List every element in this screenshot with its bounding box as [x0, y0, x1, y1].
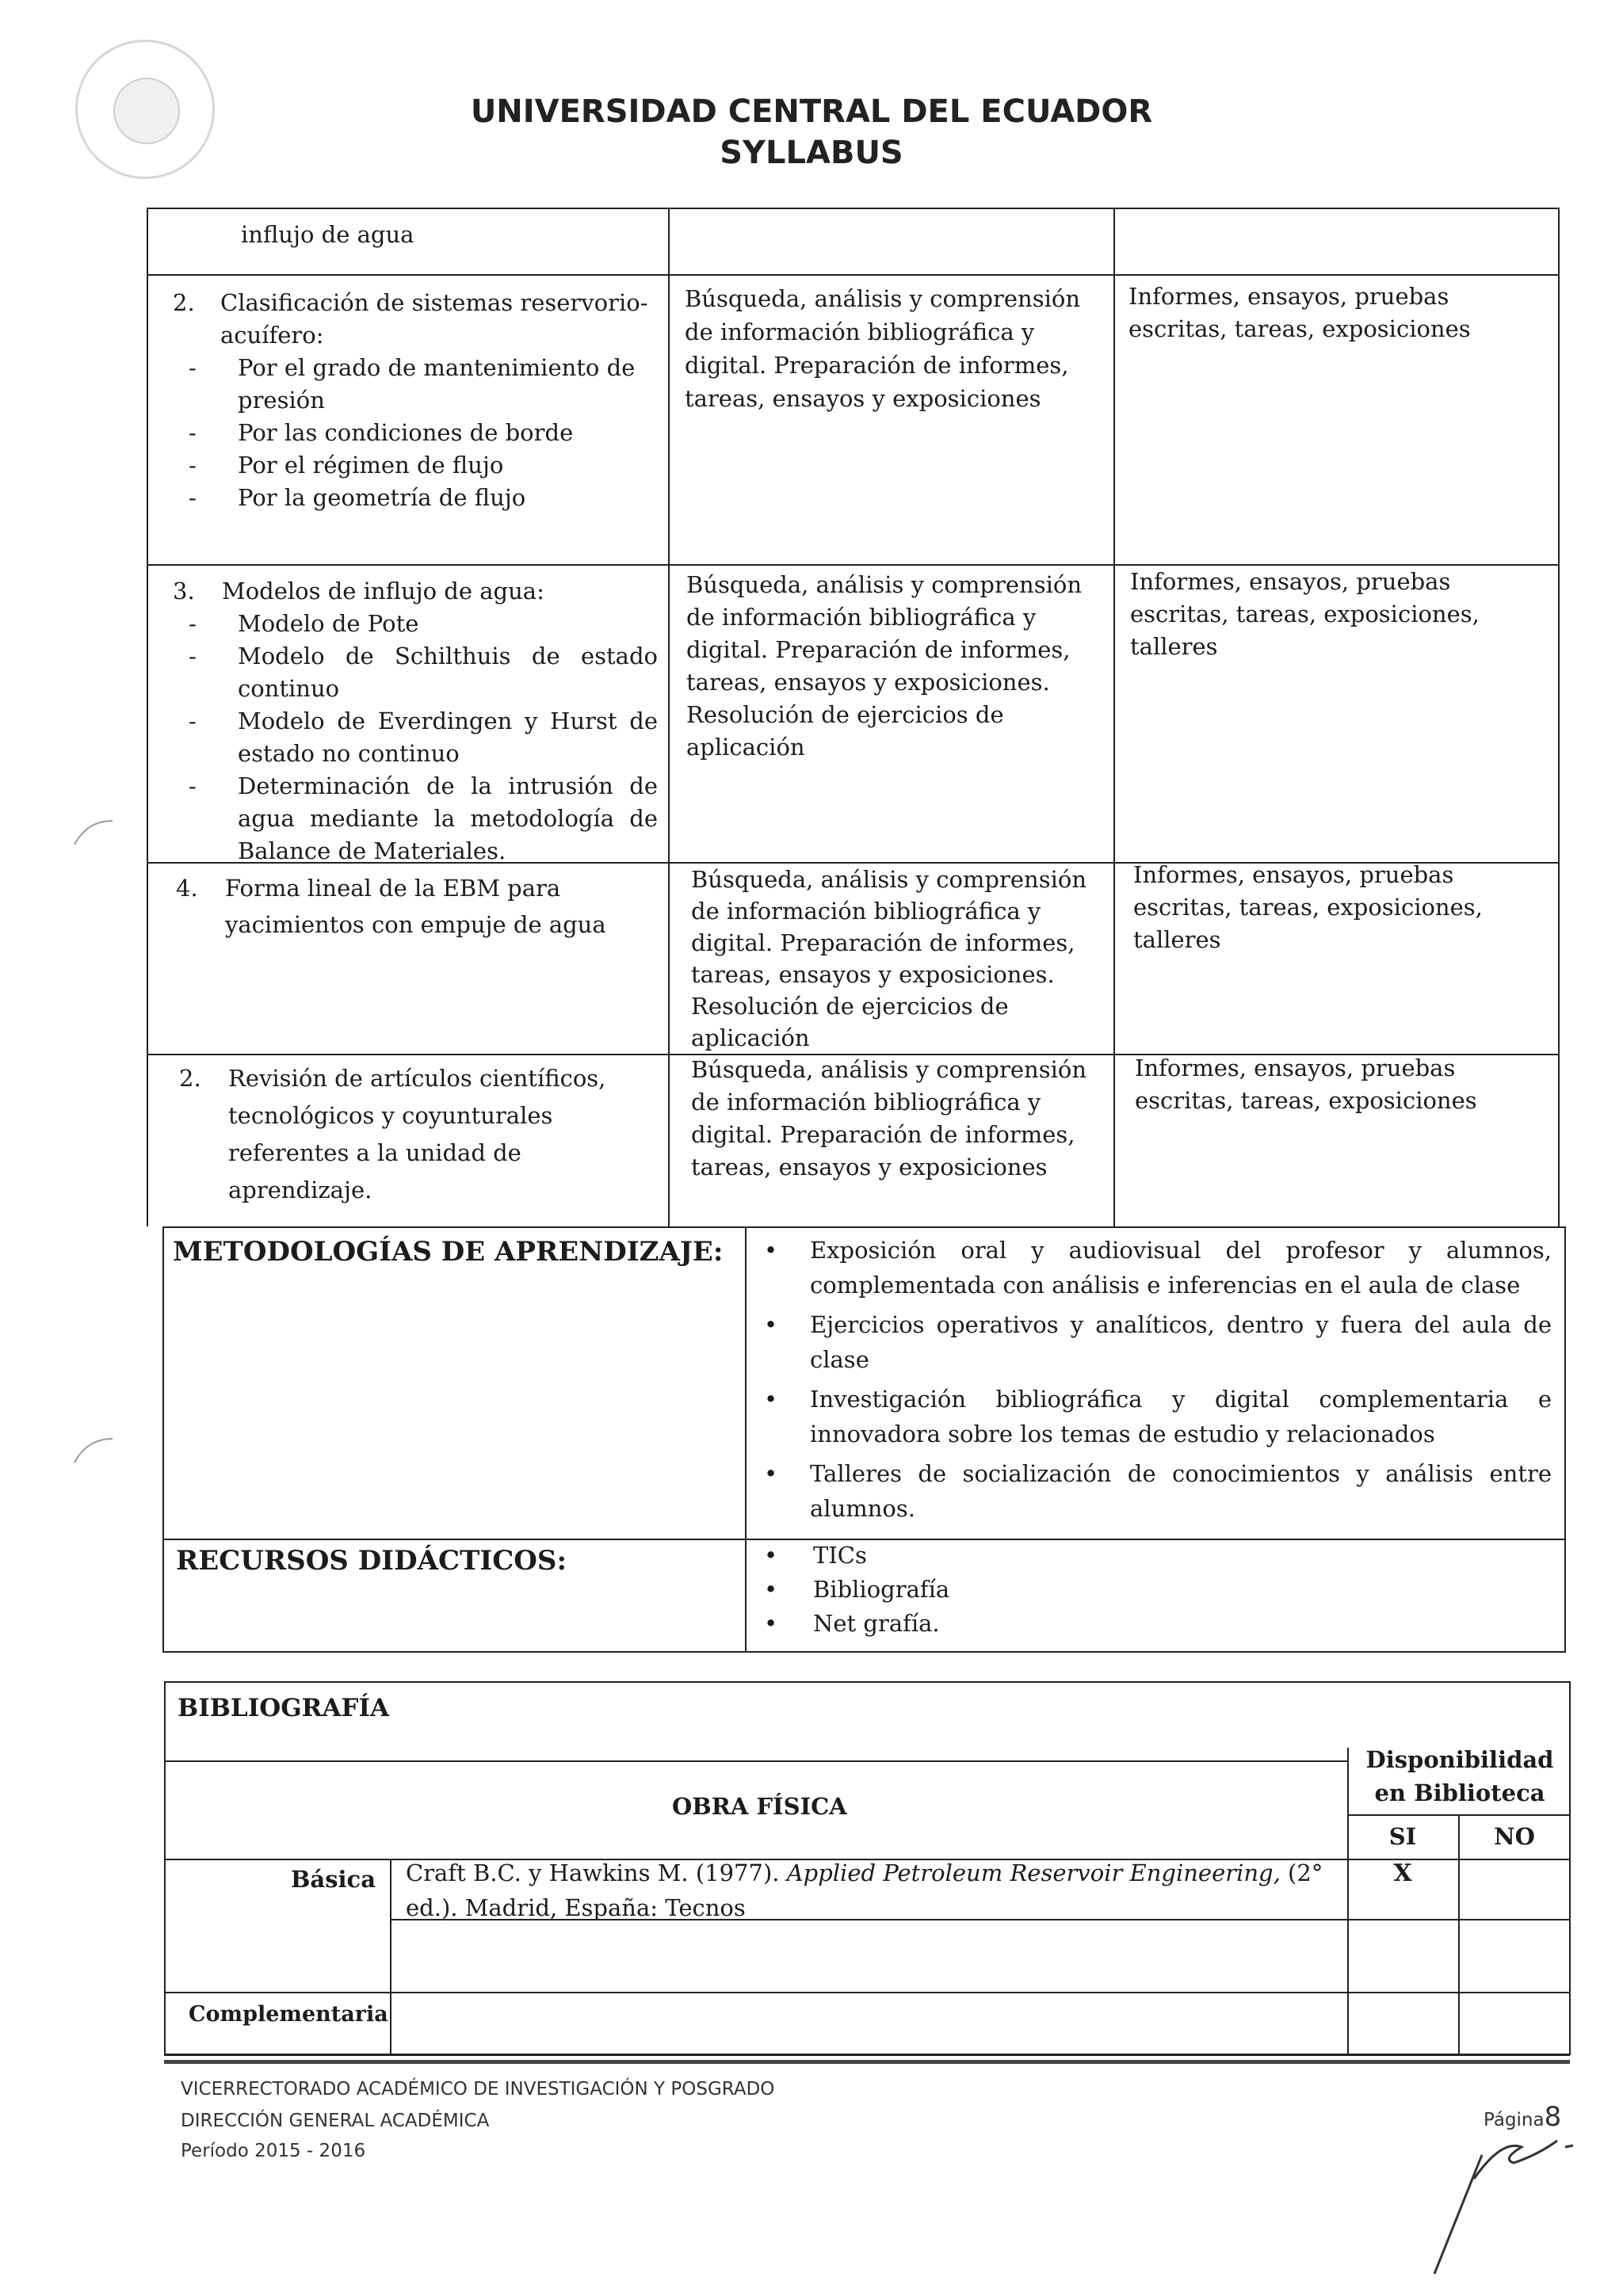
content-cell-row5	[179, 1060, 655, 1209]
bibliography-title: BIBLIOGRAFÍA	[178, 1694, 390, 1722]
topic-title-line: Revisión de artículos científicos,	[228, 1065, 606, 1092]
content-cell-row1	[241, 219, 414, 251]
item-number: 3.	[173, 578, 195, 605]
evaluation-cell-row3: Informes, ensayos, pruebas escritas, tareas, exposiciones, talleres	[1130, 568, 1480, 660]
evaluation-cell-row4: Informes, ensayos, pruebas escritas, tareas, exposiciones, talleres	[1133, 861, 1483, 953]
item-number: 2.	[173, 289, 195, 316]
content-cell-row3	[173, 575, 658, 868]
margin-mark-icon	[63, 1434, 119, 1466]
content-cell-row2	[173, 287, 648, 514]
bibliography-entry: Craft B.C. y Hawkins M. (1977). Applied Petroleum Reservoir Engineering, (2° ed.). Madrid, España: Tecnos	[406, 1859, 1323, 1921]
page-number: 8	[1544, 2101, 1562, 2133]
physical-work-header: OBRA FÍSICA	[672, 1793, 847, 1820]
topic-title-line: referentes a la unidad de	[228, 1139, 521, 1166]
footer-direccion: DIRECCIÓN GENERAL ACADÉMICA	[181, 2111, 490, 2131]
item-number: 2.	[179, 1065, 201, 1092]
subtopic-item: - Determinación de la intrusión de agua mediante la metodología de Balance de Materiales.	[189, 772, 658, 864]
item-number: 4.	[176, 875, 198, 902]
margin-mark-icon	[63, 816, 119, 848]
no-header: NO	[1494, 1823, 1535, 1850]
methodologies-label: METODOLOGÍAS DE APRENDIZAJE:	[173, 1236, 724, 1268]
activities-cell-row3: Búsqueda, análisis y comprensión de información bibliográfica y digital. Preparación de informes, tareas, ensayos y exposiciones. Resolución de ejercicios de aplicación	[686, 571, 1082, 761]
footer-vicerrectorado: VICERRECTORADO ACADÉMICO DE INVESTIGACIÓN Y POSGRADO	[181, 2079, 775, 2100]
availability-header: Disponibilidad en Biblioteca	[1365, 1746, 1554, 1806]
subtopic-item: - Por la geometría de flujo	[189, 484, 526, 511]
content-line: influjo de agua	[241, 221, 414, 248]
topic-title-line: Forma lineal de la EBM para	[225, 875, 561, 902]
resource-item: • TICs	[764, 1542, 867, 1569]
topic-title-line: aprendizaje.	[228, 1177, 372, 1203]
content-cell-row4	[176, 870, 651, 943]
subtopic-item: - Por el régimen de flujo	[189, 452, 504, 479]
document-title: SYLLABUS	[720, 135, 903, 171]
methodologies-list	[753, 1233, 1552, 1526]
topic-title-line: acuífero:	[220, 322, 324, 349]
subtopic-item: - Modelo de Everdingen y Hurst de estado no continuo	[189, 707, 658, 767]
topic-title-line: Modelos de influjo de agua:	[222, 578, 544, 605]
university-name: UNIVERSIDAD CENTRAL DEL ECUADOR	[470, 93, 1153, 130]
topic-title-line: tecnológicos y coyunturales	[228, 1102, 553, 1129]
evaluation-cell-row5: Informes, ensayos, pruebas escritas, tareas, exposiciones	[1135, 1055, 1477, 1114]
methodology-item: • Investigación bibliográfica y digital complementaria e innovadora sobre los temas de estudio y relacionados	[764, 1386, 1552, 1447]
basic-category: Básica	[290, 1866, 376, 1893]
topic-title-line: yacimientos con empuje de agua	[225, 911, 606, 938]
evaluation-cell-row2: Informes, ensayos, pruebas escritas, tareas, exposiciones	[1128, 283, 1471, 342]
page-label: Página	[1484, 2110, 1545, 2130]
resource-item: • Net grafía.	[764, 1610, 940, 1637]
subtopic-item: - Modelo de Pote	[189, 610, 419, 637]
subtopic-item: - Modelo de Schilthuis de estado continuo	[189, 643, 658, 702]
topic-title-line: Clasificación de sistemas reservorio-	[220, 289, 648, 316]
resources-label: RECURSOS DIDÁCTICOS:	[176, 1545, 567, 1577]
signature-scribble-icon	[1426, 2123, 1601, 2282]
complementary-category: Complementaria	[189, 2002, 388, 2027]
methodology-item: • Exposición oral y audiovisual del profesor y alumnos, complementada con análisis e inferencias en el aula de clase	[764, 1237, 1552, 1299]
footer-periodo: Período 2015 - 2016	[181, 2141, 366, 2161]
activities-cell-row5: Búsqueda, análisis y comprensión de información bibliográfica y digital. Preparación de informes, tareas, ensayos y exposiciones	[691, 1056, 1086, 1180]
subtopic-item: - Por las condiciones de borde	[189, 419, 574, 446]
activities-cell-row2: Búsqueda, análisis y comprensión de información bibliográfica y digital. Preparación de informes, tareas, ensayos y exposiciones	[685, 285, 1080, 412]
methodology-item: • Talleres de socialización de conocimientos y análisis entre alumnos.	[764, 1460, 1552, 1522]
resource-item: • Bibliografía	[764, 1576, 950, 1603]
subtopic-item: - Por el grado de mantenimiento de presión	[189, 354, 636, 414]
availability-yes-mark: X	[1393, 1859, 1412, 1887]
yes-header: SI	[1388, 1823, 1417, 1850]
activities-cell-row4: Búsqueda, análisis y comprensión de información bibliográfica y digital. Preparación de informes, tareas, ensayos y exposiciones. Resolución de ejercicios de aplicación	[691, 866, 1086, 1051]
resources-list	[753, 1539, 1545, 1641]
methodology-item: • Ejercicios operativos y analíticos, dentro y fuera del aula de clase	[764, 1311, 1552, 1373]
